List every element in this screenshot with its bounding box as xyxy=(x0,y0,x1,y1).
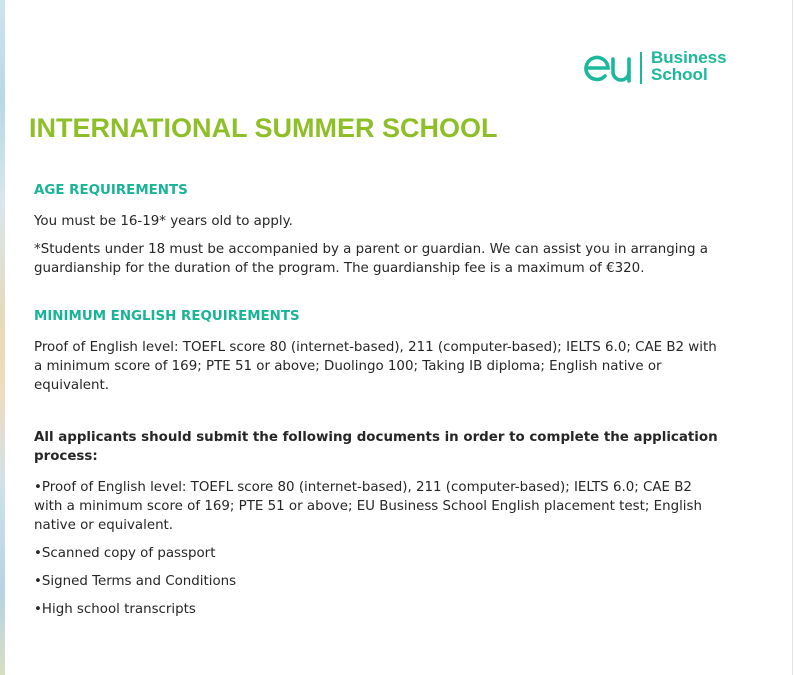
logo-wordmark xyxy=(651,49,727,83)
age-requirements-section xyxy=(34,181,724,278)
english-requirement-text: Proof of English level: TOEFL score 80 (internet-based), 211 (computer-based); IELTS 6.0; CAE B2 with a minimum score of 169; PTE 51 or above; Duolingo 100; Taking IB diploma; English native or equivalent. xyxy=(34,340,717,393)
english-requirements-heading: MINIMUM ENGLISH REQUIREMENTS xyxy=(34,309,300,324)
document-item-english-proof: •Proof of English level: TOEFL score 80 (internet-based), 211 (computer-based); IELTS 6.0; CAE B2 with a minimum score of 169; PTE 51 or above; EU Business School English placement test; English native or equivalent. xyxy=(34,480,702,533)
logo-line-school: School xyxy=(651,65,708,84)
document-body xyxy=(34,181,724,628)
logo-line-business: Business xyxy=(651,48,727,67)
eu-logo-mark-icon xyxy=(584,48,638,88)
documents-section xyxy=(34,428,724,619)
document-item-passport: •Scanned copy of passport xyxy=(34,546,216,561)
document-item-terms: •Signed Terms and Conditions xyxy=(34,574,237,589)
guardian-note: *Students under 18 must be accompanied by a parent or guardian. We can assist you in arranging a guardianship for the duration of the program. The guardianship fee is a maximum of €320. xyxy=(34,242,708,276)
age-requirements-heading: AGE REQUIREMENTS xyxy=(34,183,188,198)
page-edge-line xyxy=(792,0,793,675)
documents-lead: All applicants should submit the following documents in order to complete the application process: xyxy=(34,430,718,464)
left-image-edge xyxy=(0,0,5,675)
age-requirement-text: You must be 16-19* years old to apply. xyxy=(34,214,293,229)
page-title: INTERNATIONAL SUMMER SCHOOL xyxy=(29,113,498,143)
logo-divider xyxy=(640,52,642,84)
eu-business-school-logo xyxy=(584,48,754,88)
document-item-transcripts: •High school transcripts xyxy=(34,602,196,617)
english-requirements-section xyxy=(34,307,724,395)
